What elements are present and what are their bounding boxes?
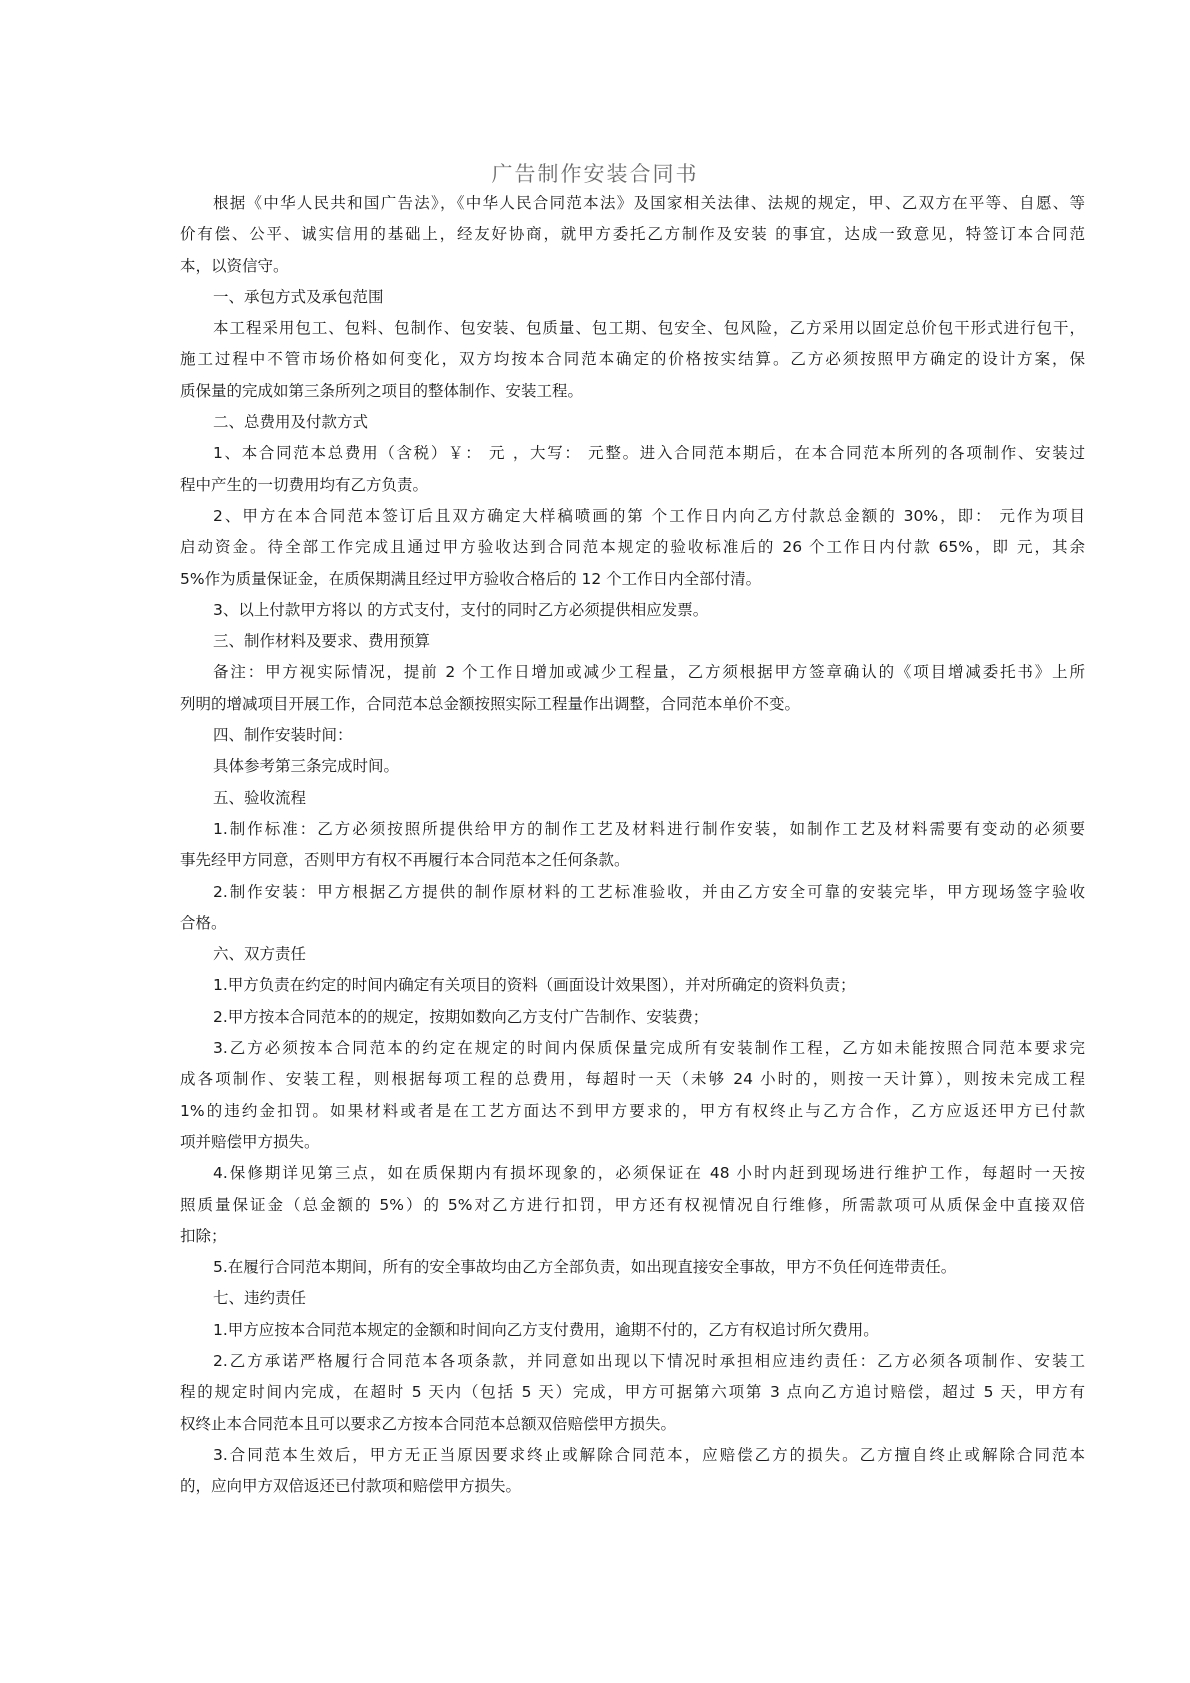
paragraph-line: 5%作为质量保证金，在质保期满且经过甲方验收合格后的 12 个工作日内全部付清。	[180, 569, 762, 588]
paragraph-line: 合格。	[180, 913, 227, 932]
paragraph-line: 4.保修期详见第三点，如在质保期内有损坏现象的，必须保证在 48 小时内赶到现场进行维护工作，每超时一天按	[213, 1164, 1085, 1183]
section-heading: 三、制作材料及要求、费用预算	[213, 632, 431, 651]
paragraph-line: 本，以资信守。	[180, 256, 289, 275]
paragraph-line: 2.乙方承诺严格履行合同范本各项条款，并同意如出现以下情况时承担相应违约责任：乙方必须各项制作、安装工	[213, 1351, 1085, 1370]
section-heading: 五、验收流程	[213, 788, 307, 807]
paragraph-line: 事先经甲方同意，否则甲方有权不再履行本合同范本之任何条款。	[180, 851, 630, 870]
paragraph-line: 扣除；	[180, 1226, 227, 1245]
paragraph-line: 2.制作安装：甲方根据乙方提供的制作原材料的工艺标准验收，并由乙方安全可靠的安装完毕，甲方现场签字验收	[213, 882, 1085, 901]
paragraph-line: 1.制作标准：乙方必须按照所提供给甲方的制作工艺及材料进行制作安装，如制作工艺及材料需要有变动的必须要	[213, 819, 1085, 838]
paragraph-line: 3、以上付款甲方将以 的方式支付，支付的同时乙方必须提供相应发票。	[213, 600, 709, 619]
section-heading: 六、双方责任	[213, 945, 307, 964]
paragraph-line: 施工过程中不管市场价格如何变化，双方均按本合同范本确定的价格按实结算。乙方必须按照甲方确定的设计方案，保	[180, 350, 1085, 369]
paragraph-line: 程的规定时间内完成，在超时 5 天内（包括 5 天）完成，甲方可据第六项第 3 点向乙方追讨赔偿，超过 5 天，甲方有	[180, 1383, 1085, 1402]
paragraph-line: 列明的增减项目开展工作，合同范本总金额按照实际工程量作出调整，合同范本单价不变。	[180, 694, 801, 713]
paragraph-line: 项并赔偿甲方损失。	[180, 1132, 320, 1151]
paragraph-line: 价有偿、公平、诚实信用的基础上，经友好协商，就甲方委托乙方制作及安装 的事宜，达成一致意见，特签订本合同范	[180, 225, 1085, 244]
paragraph-line: 2.甲方按本合同范本的的规定，按期如数向乙方支付广告制作、安装费；	[213, 1007, 709, 1026]
document-title: 广告制作安装合同书	[491, 162, 699, 186]
paragraph-line: 1.甲方负责在约定的时间内确定有关项目的资料（画面设计效果图），并对所确定的资料负责；	[213, 976, 856, 995]
paragraph-line: 启动资金。待全部工作完成且通过甲方验收达到合同范本规定的验收标准后的 26 个工作日内付款 65%，即 元，其余	[180, 538, 1085, 557]
paragraph-line: 3.合同范本生效后，甲方无正当原因要求终止或解除合同范本，应赔偿乙方的损失。乙方擅自终止或解除合同范本	[213, 1445, 1085, 1464]
paragraph-line: 3.乙方必须按本合同范本的约定在规定的时间内保质保量完成所有安装制作工程，乙方如未能按照合同范本要求完	[213, 1039, 1085, 1058]
paragraph-line: 5.在履行合同范本期间，所有的安全事故均由乙方全部负责，如出现直接安全事故，甲方不负任何连带责任。	[213, 1258, 957, 1277]
paragraph-line: 具体参考第三条完成时间。	[213, 757, 400, 776]
paragraph-line: 照质量保证金（总金额的 5%）的 5%对乙方进行扣罚，甲方还有权视情况自行维修，所需款项可从质保金中直接双倍	[180, 1195, 1085, 1214]
paragraph-line: 的，应向甲方双倍返还已付款项和赔偿甲方损失。	[180, 1477, 522, 1496]
paragraph-line: 权终止本合同范本且可以要求乙方按本合同范本总额双倍赔偿甲方损失。	[180, 1414, 677, 1433]
section-heading: 七、违约责任	[213, 1289, 307, 1308]
paragraph-line: 本工程采用包工、包料、包制作、包安装、包质量、包工期、包安全、包风险，乙方采用以固定总价包干形式进行包干，	[213, 319, 1085, 338]
section-heading: 一、承包方式及承包范围	[213, 287, 384, 306]
paragraph-line: 备注：甲方视实际情况，提前 2 个工作日增加或减少工程量，乙方须根据甲方签章确认的《项目增减委托书》上所	[213, 663, 1085, 682]
section-heading: 二、总费用及付款方式	[213, 413, 369, 432]
paragraph-line: 2、甲方在本合同范本签订后且双方确定大样稿喷画的第 个工作日内向乙方付款总金额的 30%，即： 元作为项目	[213, 506, 1085, 525]
paragraph-line: 成各项制作、安装工程，则根据每项工程的总费用，每超时一天（未够 24 小时的，则按一天计算），则按未完成工程	[180, 1070, 1085, 1089]
paragraph-line: 1、本合同范本总费用（含税）￥： 元 ，大写： 元整。进入合同范本期后，在本合同范本所列的各项制作、安装过	[213, 444, 1085, 463]
paragraph-line: 根据《中华人民共和国广告法》，《中华人民合同范本法》及国家相关法律、法规的规定，甲、乙双方在平等、自愿、等	[213, 194, 1085, 212]
paragraph-line: 质保量的完成如第三条所列之项目的整体制作、安装工程。	[180, 381, 584, 400]
paragraph-line: 1%的违约金扣罚。如果材料或者是在工艺方面达不到甲方要求的，甲方有权终止与乙方合作，乙方应返还甲方已付款	[180, 1101, 1085, 1120]
document-body	[180, 188, 1085, 1502]
paragraph-line: 1.甲方应按本合同范本规定的金额和时间向乙方支付费用，逾期不付的，乙方有权追讨所欠费用。	[213, 1320, 879, 1339]
paragraph-line: 程中产生的一切费用均有乙方负责。	[180, 475, 429, 494]
section-heading: 四、制作安装时间：	[213, 726, 353, 745]
